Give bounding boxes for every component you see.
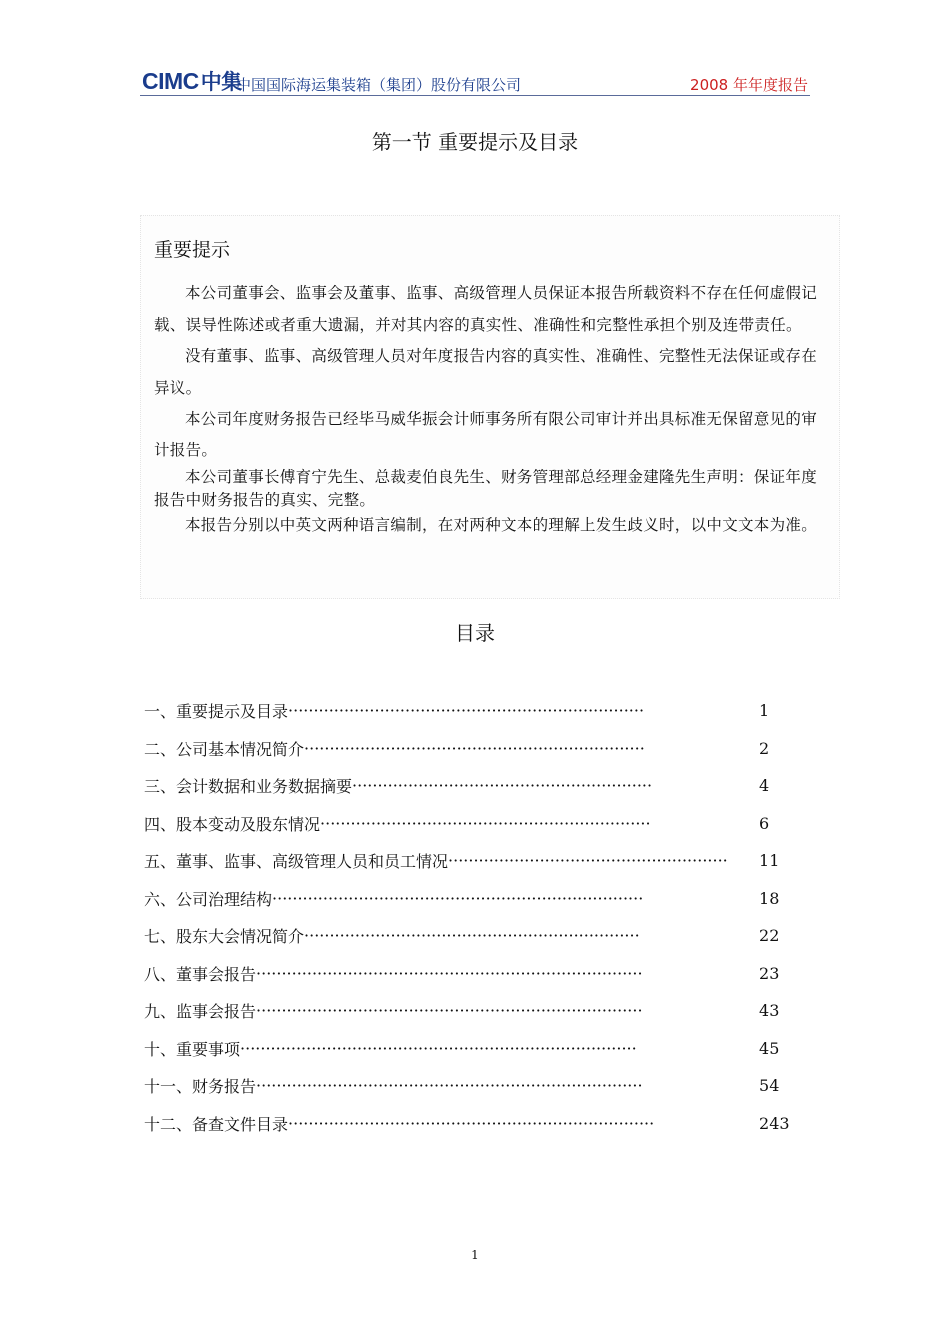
toc-item[interactable] — [144, 730, 804, 768]
toc-leader-dots: ··························································· — [352, 776, 653, 796]
cimc-logo — [142, 66, 242, 96]
toc-label: 三、会计数据和业务数据摘要 — [144, 777, 353, 797]
notice-heading: 重要提示 — [154, 239, 231, 261]
toc-leader-dots: ································································· — [320, 813, 651, 833]
toc-page: 6 — [759, 813, 770, 833]
toc-label: 十一、财务报告 — [144, 1077, 257, 1097]
toc-item[interactable] — [144, 767, 804, 805]
toc-leader-dots: ······································································ — [288, 701, 645, 721]
toc-page: 2 — [759, 738, 770, 758]
company-name: 中国国际海运集装箱（集团）股份有限公司 — [236, 76, 522, 94]
logo-text-cn: 中集 — [200, 69, 242, 94]
toc-item[interactable] — [144, 1030, 804, 1068]
notice-body — [154, 278, 826, 538]
logo-text-en: CIMC — [142, 68, 199, 94]
toc-leader-dots: ··································································· — [304, 738, 645, 758]
toc-item[interactable] — [144, 842, 804, 880]
toc-label: 五、董事、监事、高级管理人员和员工情况 — [144, 852, 449, 872]
notice-paragraph: 本公司董事会、监事会及董事、监事、高级管理人员保证本报告所载资料不存在任何虚假记载、误导性陈述或者重大遗漏，并对其内容的真实性、准确性和完整性承担个别及连带责任。 — [154, 284, 818, 334]
toc-page: 1 — [759, 701, 770, 721]
toc-label: 九、监事会报告 — [144, 1002, 257, 1022]
toc-leader-dots: ······················································· — [448, 851, 728, 871]
toc-item[interactable] — [144, 955, 804, 993]
toc-item[interactable] — [144, 880, 804, 918]
toc-page: 23 — [759, 963, 780, 983]
toc-title: 目录 — [455, 621, 495, 645]
toc-leader-dots: ············································································ — [256, 1076, 643, 1096]
toc-leader-dots: ········································································· — [272, 888, 644, 908]
toc-label: 四、股本变动及股东情况 — [144, 814, 321, 834]
report-title: 2008 年年度报告 — [690, 76, 808, 94]
toc-item[interactable] — [144, 1105, 804, 1143]
toc-label: 七、股东大会情况简介 — [144, 927, 305, 947]
notice-paragraph: 本公司年度财务报告已经毕马威华振会计师事务所有限公司审计并出具标准无保留意见的审计报告。 — [154, 410, 818, 459]
toc-item[interactable] — [144, 917, 804, 955]
toc-item[interactable] — [144, 992, 804, 1030]
toc-label: 二、公司基本情况简介 — [144, 739, 305, 759]
toc-label: 十二、备查文件目录 — [144, 1114, 289, 1134]
page-number: 1 — [471, 1248, 479, 1262]
toc-label: 六、公司治理结构 — [144, 889, 273, 909]
notice-paragraph: 本公司董事长傅育宁先生、总裁麦伯良先生、财务管理部总经理金建隆先生声明：保证年度报告中财务报告的真实、完整。 — [154, 468, 818, 509]
notice-paragraph: 本报告分别以中英文两种语言编制，在对两种文本的理解上发生歧义时，以中文文本为准。 — [185, 516, 818, 534]
toc-leader-dots: ············································································ — [256, 963, 643, 983]
toc-leader-dots: ·································································· — [304, 926, 640, 946]
toc-leader-dots: ·············································································· — [240, 1038, 637, 1058]
toc-page: 4 — [759, 776, 770, 796]
toc-leader-dots: ········································································ — [288, 1113, 655, 1133]
toc-page: 11 — [759, 851, 780, 871]
toc-item[interactable] — [144, 805, 804, 843]
toc-label: 八、董事会报告 — [144, 964, 257, 984]
toc-page: 54 — [759, 1076, 780, 1096]
toc-item[interactable] — [144, 1067, 804, 1105]
toc-page: 18 — [759, 888, 780, 908]
page-header — [140, 64, 810, 98]
header-divider — [140, 95, 810, 96]
toc-page: 45 — [759, 1038, 780, 1058]
section-title: 第一节 重要提示及目录 — [371, 130, 579, 154]
toc-label: 十、重要事项 — [144, 1039, 241, 1059]
toc-page: 22 — [759, 926, 780, 946]
toc-item[interactable] — [144, 692, 804, 730]
notice-paragraph: 没有董事、监事、高级管理人员对年度报告内容的真实性、准确性、完整性无法保证或存在异议。 — [154, 347, 818, 397]
toc-leader-dots: ············································································ — [256, 1001, 643, 1021]
table-of-contents — [144, 692, 804, 1142]
toc-page: 43 — [759, 1001, 780, 1021]
toc-label: 一、重要提示及目录 — [144, 702, 289, 722]
toc-page: 243 — [759, 1113, 790, 1133]
